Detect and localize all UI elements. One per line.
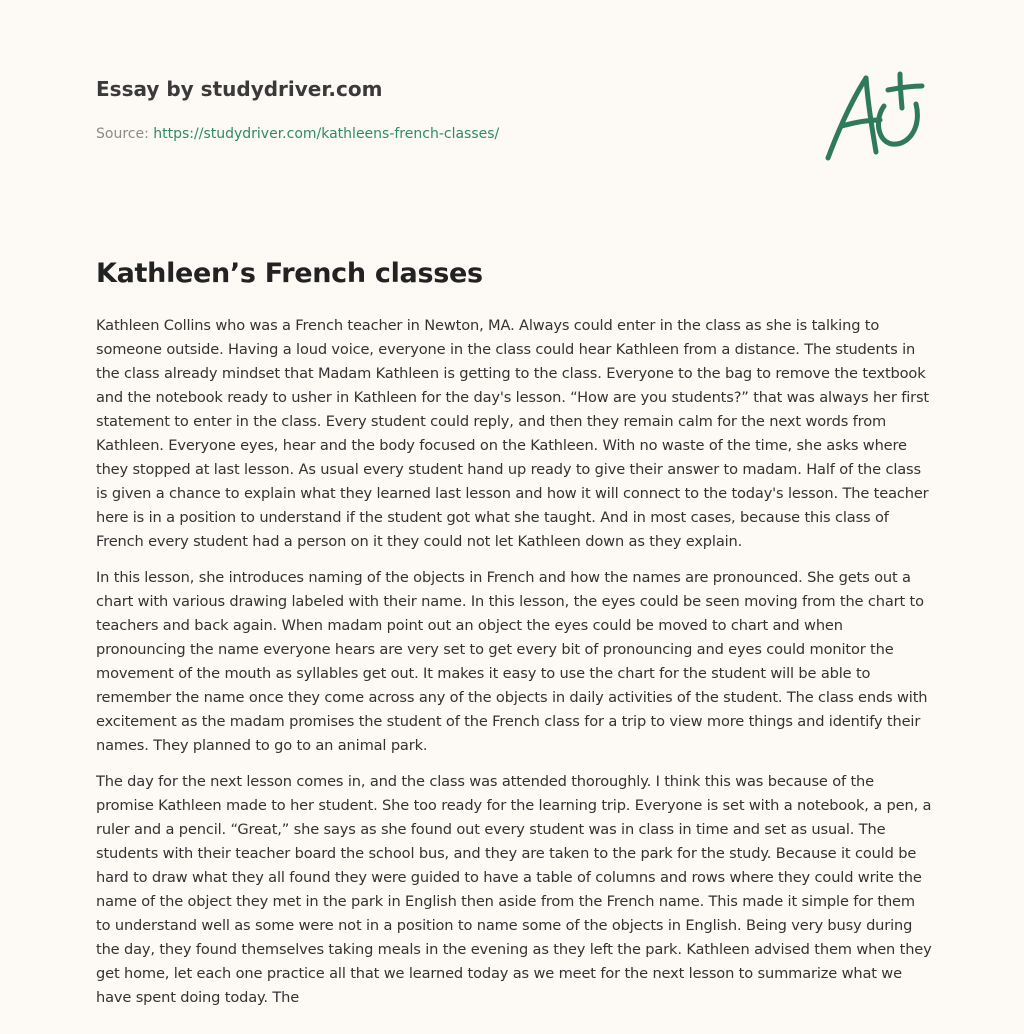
paragraph: In this lesson, she introduces naming of the objects in French and how the names are pronounced. She gets out a chart with various drawing labeled with their name. In this lesson, the eyes could be seen moving from the chart to teachers and back again. When madam point out an object the eyes could be moved to chart and when pronouncing the name everyone hears are very set to get every bit of pronouncing and eyes could monitor the movement of the mouth as syllables get out. It makes it easy to use the chart for the student will be able to remember the name once they come across any of the objects in daily activities of the student. The class ends with excitement as the madam promises the student of the French class for a trip to view more things and identify their names. They planned to go to an animal park.: [96, 569, 928, 754]
page-header: [96, 74, 796, 144]
article-title: Kathleen’s French classes: [96, 258, 483, 289]
paragraph: Kathleen Collins who was a French teacher in Newton, MA. Always could enter in the class as she is talking to someone outside. Having a loud voice, everyone in the class could hear Kathleen from a distance. The students in the class already mindset that Madam Kathleen is getting to the class. Everyone to the bag to remove the textbook and the notebook ready to usher in Kathleen for the day's lesson. “How are you students?” that was always her first statement to enter in the class. Every student could reply, and then they remain calm for the next words from Kathleen. Everyone eyes, hear and the body focused on the Kathleen. With no waste of the time, she asks where they stopped at last lesson. As usual every student hand up ready to give their answer to madam. Half of the class is given a chance to explain what they learned last lesson and how it will connect to the today's lesson. The teacher here is in a position to understand if the student got what she taught. And in most cases, because this class of French every student had a person on it they could not let Kathleen down as they explain.: [96, 317, 929, 550]
source-link[interactable]: https://studydriver.com/kathleens-french-classes/: [153, 126, 500, 142]
paragraph: The day for the next lesson comes in, and the class was attended thoroughly. I think this was because of the promise Kathleen made to her student. She too ready for the learning trip. Everyone is set with a notebook, a pen, a ruler and a pencil. “Great,” she says as she found out every student was in class in time and set as usual. The students with their teacher board the school bus, and they are taken to the park for the study. Because it could be hard to draw what they all found they were guided to have a table of columns and rows where they could write the name of the object they met in the park in English then aside from the French name. This made it simple for them to understand well as some were not in a position to name some of the objects in English. Being very busy during the day, they found themselves taking meals in the evening as they left the park. Kathleen advised them when they get home, let each one practice all that we learned today as we meet for the next lesson to summarize what we have spent doing today. The: [96, 773, 932, 1006]
source-label: Source:: [96, 126, 154, 142]
source-line: [96, 124, 796, 144]
site-brand: Essay by studydriver.com: [96, 77, 383, 101]
article-body: [96, 314, 932, 1022]
a-plus-logo-icon: [818, 66, 930, 166]
